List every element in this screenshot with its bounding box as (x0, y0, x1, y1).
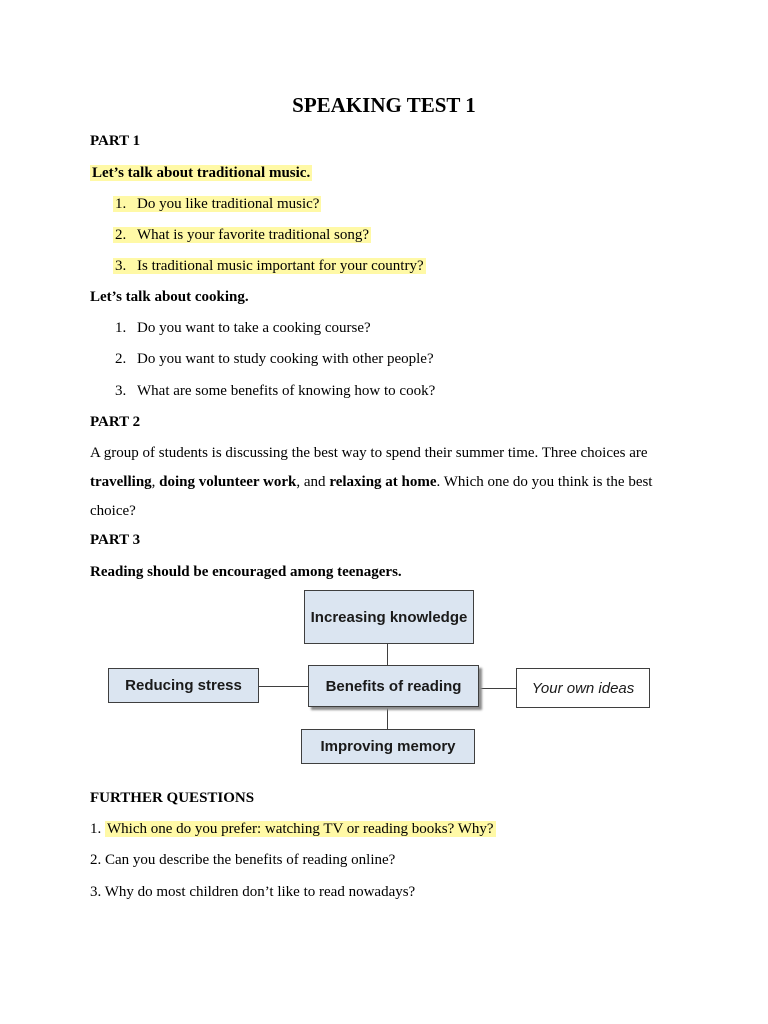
question-text: Do you want to take a cooking course? (137, 320, 371, 336)
question-number: 3. (115, 258, 127, 274)
question-text: Is traditional music important for your country? (137, 258, 424, 274)
diagram-box-top: Increasing knowledge (304, 590, 474, 644)
part2-choice-volunteer: doing volunteer work (159, 474, 297, 490)
question-text: Why do most children don’t like to read nowadays? (104, 884, 416, 900)
list-item (113, 258, 426, 275)
part2-sep: , (151, 474, 160, 490)
connector-line (387, 706, 388, 730)
question-text: Which one do you prefer: watching TV or reading books? Why? (107, 821, 494, 837)
question-text: What is your favorite traditional song? (137, 227, 370, 243)
diagram-box-center: Benefits of reading (308, 665, 479, 707)
question-number: 2. (90, 852, 102, 868)
list-item (113, 227, 371, 244)
list-item (90, 852, 395, 869)
question-number: 3. (90, 884, 102, 900)
question-number: 1. (115, 320, 127, 336)
connector-line (258, 686, 308, 687)
diagram-box-bottom: Improving memory (301, 729, 475, 764)
part2-paragraph (90, 439, 690, 526)
question-number: 3. (115, 383, 127, 399)
list-item (115, 320, 371, 337)
part1-topic2-title: Let’s talk about cooking. (90, 289, 249, 305)
part1-topic1-title (90, 165, 312, 182)
part2-heading: PART 2 (90, 414, 141, 430)
list-item (90, 821, 496, 838)
question-text: Do you like traditional music? (137, 196, 320, 212)
topic1-title-text: Let’s talk about traditional music. (92, 165, 311, 181)
question-number: 2. (115, 227, 127, 243)
question-text: Do you want to study cooking with other people? (137, 351, 434, 367)
connector-line (387, 643, 388, 666)
part2-choice-relaxing: relaxing at home (329, 474, 437, 490)
part2-text-a: A group of students is discussing the best way to spend their summer time. Three choices are (90, 445, 648, 461)
part3-heading: PART 3 (90, 532, 141, 548)
list-item (113, 196, 321, 213)
list-item (115, 383, 435, 400)
question-text: What are some benefits of knowing how to cook? (137, 383, 436, 399)
question-highlight (113, 196, 321, 212)
part2-choice-travelling: travelling (90, 474, 152, 490)
question-highlight (113, 227, 371, 243)
part2-text-b: . Which one do you think is the best choice? (90, 474, 653, 519)
page-title: SPEAKING TEST 1 (292, 93, 476, 117)
part3-statement: Reading should be encouraged among teenagers. (90, 564, 402, 580)
further-heading: FURTHER QUESTIONS (90, 790, 255, 806)
list-item (115, 351, 434, 368)
diagram-box-left: Reducing stress (108, 668, 259, 703)
part1-heading: PART 1 (90, 133, 141, 149)
connector-line (479, 688, 517, 689)
question-number: 1. (90, 821, 102, 837)
question-number: 2. (115, 351, 127, 367)
question-number: 1. (115, 196, 127, 212)
question-text: Can you describe the benefits of reading online? (105, 852, 396, 868)
question-highlight (113, 258, 426, 274)
part2-sep: , and (296, 474, 330, 490)
list-item (90, 884, 415, 901)
diagram-box-right: Your own ideas (516, 668, 650, 708)
